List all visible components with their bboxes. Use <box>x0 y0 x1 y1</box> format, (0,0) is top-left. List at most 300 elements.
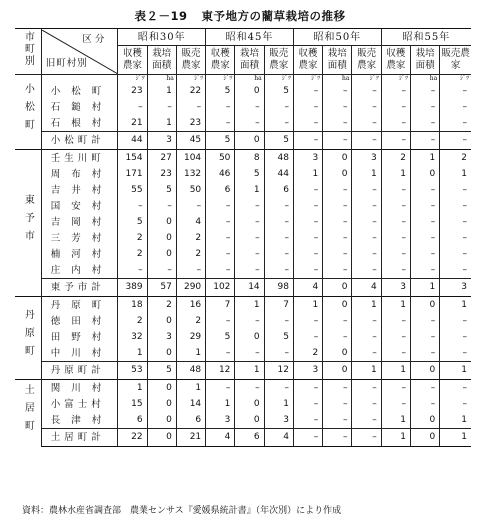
value-cell: – <box>293 262 322 279</box>
value-cell: – <box>381 99 410 115</box>
value-cell: – <box>293 246 322 262</box>
value-cell: 27 <box>147 150 176 167</box>
value-cell: – <box>118 262 147 279</box>
village-name: 中 川 村 <box>41 345 118 362</box>
table-row <box>15 262 471 279</box>
region-label: 丹原町 <box>22 308 34 363</box>
table-row <box>15 182 471 198</box>
value-cell: 2 <box>147 297 176 314</box>
table-row <box>15 198 471 214</box>
value-cell: – <box>235 345 264 362</box>
value-cell: – <box>147 198 176 214</box>
value-cell: 4 <box>293 279 322 297</box>
column-header: 販売農家 <box>352 46 381 75</box>
value-cell: – <box>410 313 439 329</box>
value-cell: – <box>264 345 293 362</box>
value-cell: – <box>410 345 439 362</box>
value-cell: 2 <box>440 150 471 167</box>
value-cell: 1 <box>293 166 322 182</box>
value-cell: – <box>323 329 352 345</box>
value-cell: 50 <box>206 150 235 167</box>
value-cell: 0 <box>410 412 439 429</box>
value-cell: – <box>323 412 352 429</box>
value-cell: 7 <box>264 297 293 314</box>
value-cell: 6 <box>118 412 147 429</box>
value-cell: – <box>147 262 176 279</box>
unit-label: ｼﾞﾂ <box>352 75 381 84</box>
era-header: 昭和30年 <box>118 29 206 46</box>
value-cell: 1 <box>118 345 147 362</box>
value-cell: – <box>381 132 410 150</box>
value-cell: 3 <box>147 132 176 150</box>
value-cell: 23 <box>176 115 205 132</box>
value-cell: 23 <box>147 166 176 182</box>
value-cell: – <box>440 329 471 345</box>
column-header: 販売農家 <box>176 46 205 75</box>
value-cell: – <box>293 198 322 214</box>
value-cell: 1 <box>176 380 205 397</box>
value-cell: 1 <box>352 166 381 182</box>
value-cell: – <box>264 262 293 279</box>
value-cell: 290 <box>176 279 205 297</box>
value-cell: – <box>440 132 471 150</box>
value-cell: 0 <box>235 412 264 429</box>
value-cell: 0 <box>147 246 176 262</box>
value-cell: – <box>293 429 322 447</box>
table-row <box>15 83 471 99</box>
value-cell: – <box>118 99 147 115</box>
village-name: 国 安 村 <box>41 198 118 214</box>
value-cell: – <box>440 214 471 230</box>
value-cell: – <box>352 198 381 214</box>
value-cell: 0 <box>235 83 264 99</box>
value-cell: 46 <box>206 166 235 182</box>
era-header: 昭和50年 <box>293 29 381 46</box>
value-cell: 0 <box>147 396 176 412</box>
table-row <box>15 412 471 429</box>
column-header: 販売農家 <box>264 46 293 75</box>
value-cell: 5 <box>206 329 235 345</box>
value-cell: 4 <box>352 279 381 297</box>
kubun-label: 区分 <box>82 33 108 45</box>
value-cell: 48 <box>176 362 205 380</box>
value-cell: 0 <box>235 132 264 150</box>
unit-label: ha <box>147 75 176 84</box>
region-label: 土居町 <box>22 383 34 438</box>
total-row <box>15 362 471 380</box>
value-cell: – <box>440 198 471 214</box>
value-cell: 3 <box>206 412 235 429</box>
value-cell: – <box>440 182 471 198</box>
value-cell: – <box>381 198 410 214</box>
value-cell: 3 <box>147 329 176 345</box>
value-cell: 14 <box>235 279 264 297</box>
village-name: 小 松 町 <box>41 83 118 99</box>
value-cell: 48 <box>264 150 293 167</box>
value-cell: 0 <box>410 429 439 447</box>
value-cell: – <box>235 99 264 115</box>
value-cell: 0 <box>323 297 352 314</box>
value-cell: – <box>176 262 205 279</box>
value-cell: – <box>410 182 439 198</box>
value-cell: 5 <box>235 166 264 182</box>
unit-label: ｼﾞﾂ <box>440 75 471 84</box>
column-header: 収穫農家 <box>293 46 322 75</box>
value-cell: 0 <box>323 345 352 362</box>
table-title <box>0 8 480 24</box>
value-cell: – <box>440 99 471 115</box>
value-cell: 0 <box>147 345 176 362</box>
table-row <box>15 99 471 115</box>
value-cell: – <box>440 262 471 279</box>
table-row <box>15 214 471 230</box>
value-cell: – <box>323 246 352 262</box>
value-cell: 18 <box>118 297 147 314</box>
value-cell: – <box>118 198 147 214</box>
value-cell: – <box>293 412 322 429</box>
unit-label: ｼﾞﾂ <box>381 75 410 84</box>
village-name: 三 芳 村 <box>41 230 118 246</box>
value-cell: 44 <box>118 132 147 150</box>
unit-label: ｼﾞﾂ <box>206 75 235 84</box>
value-cell: – <box>381 329 410 345</box>
value-cell: – <box>323 132 352 150</box>
village-name: 吉 岡 村 <box>41 214 118 230</box>
value-cell: 0 <box>147 412 176 429</box>
value-cell: 1 <box>352 297 381 314</box>
village-name: 田 野 村 <box>41 329 118 345</box>
table-row <box>15 115 471 132</box>
value-cell: – <box>352 262 381 279</box>
value-cell: – <box>352 132 381 150</box>
value-cell: 21 <box>176 429 205 447</box>
value-cell: 6 <box>264 182 293 198</box>
value-cell: – <box>323 83 352 99</box>
value-cell: – <box>381 345 410 362</box>
value-cell: – <box>206 230 235 246</box>
table-row <box>15 246 471 262</box>
value-cell: – <box>293 99 322 115</box>
table-row <box>15 150 471 167</box>
era-header: 昭和45年 <box>206 29 294 46</box>
value-cell: 6 <box>176 412 205 429</box>
value-cell: 1 <box>235 362 264 380</box>
value-cell: 1 <box>381 412 410 429</box>
value-cell: 3 <box>293 362 322 380</box>
value-cell: – <box>293 132 322 150</box>
value-cell: 1 <box>440 429 471 447</box>
value-cell: – <box>352 230 381 246</box>
value-cell: 22 <box>118 429 147 447</box>
value-cell: 16 <box>176 297 205 314</box>
value-cell: – <box>410 262 439 279</box>
value-cell: – <box>410 246 439 262</box>
value-cell: – <box>235 380 264 397</box>
value-cell: – <box>264 246 293 262</box>
value-cell: 2 <box>176 230 205 246</box>
value-cell: – <box>323 313 352 329</box>
value-cell: 12 <box>206 362 235 380</box>
total-name: 東予市計 <box>41 279 118 297</box>
column-header: 収穫農家 <box>118 46 147 75</box>
unit-label: ha <box>323 75 352 84</box>
value-cell: 0 <box>323 150 352 167</box>
total-row <box>15 279 471 297</box>
village-name: 小富士村 <box>41 396 118 412</box>
value-cell: – <box>440 396 471 412</box>
value-cell: 5 <box>264 83 293 99</box>
value-cell: 0 <box>147 380 176 397</box>
value-cell: 1 <box>235 182 264 198</box>
value-cell: 2 <box>118 313 147 329</box>
value-cell: 4 <box>206 429 235 447</box>
value-cell: – <box>352 99 381 115</box>
value-cell: 1 <box>410 150 439 167</box>
value-cell: – <box>352 396 381 412</box>
value-cell: 29 <box>176 329 205 345</box>
value-cell: – <box>323 396 352 412</box>
value-cell: 12 <box>264 362 293 380</box>
value-cell: – <box>352 214 381 230</box>
value-cell: – <box>235 115 264 132</box>
value-cell: 1 <box>264 396 293 412</box>
value-cell: – <box>293 313 322 329</box>
value-cell: – <box>352 115 381 132</box>
value-cell: 2 <box>118 246 147 262</box>
value-cell: 154 <box>118 150 147 167</box>
region-cell <box>15 150 41 297</box>
value-cell: 102 <box>206 279 235 297</box>
value-cell: – <box>381 182 410 198</box>
column-header: 収穫農家 <box>381 46 410 75</box>
value-cell: – <box>206 115 235 132</box>
region-label: 小松町 <box>22 82 34 137</box>
value-cell: 5 <box>147 362 176 380</box>
value-cell: – <box>410 132 439 150</box>
value-cell: 44 <box>264 166 293 182</box>
value-cell: – <box>323 99 352 115</box>
value-cell: 0 <box>235 329 264 345</box>
value-cell: 50 <box>176 182 205 198</box>
value-cell: 1 <box>206 396 235 412</box>
value-cell: 4 <box>264 429 293 447</box>
unit-label: ｼﾞﾂ <box>176 75 205 84</box>
value-cell: – <box>264 313 293 329</box>
value-cell: – <box>381 83 410 99</box>
value-cell: – <box>206 262 235 279</box>
value-cell: 2 <box>381 150 410 167</box>
units-row <box>15 75 471 84</box>
value-cell: 2 <box>176 313 205 329</box>
value-cell: – <box>352 182 381 198</box>
table-number: 表２－19 <box>134 9 188 23</box>
village-name: 吉 井 村 <box>41 182 118 198</box>
value-cell: 3 <box>381 279 410 297</box>
header-diagonal-cell <box>41 29 118 75</box>
value-cell: 0 <box>323 279 352 297</box>
region-cell <box>15 75 41 150</box>
village-name: 徳 田 村 <box>41 313 118 329</box>
value-cell: – <box>352 246 381 262</box>
value-cell: 0 <box>147 230 176 246</box>
value-cell: 1 <box>147 83 176 99</box>
value-cell: – <box>206 198 235 214</box>
unit-label: ｼﾞﾂ <box>293 75 322 84</box>
value-cell: – <box>323 115 352 132</box>
value-cell: 15 <box>118 396 147 412</box>
value-cell: – <box>235 214 264 230</box>
value-cell: 45 <box>176 132 205 150</box>
table-row <box>15 230 471 246</box>
value-cell: 0 <box>147 214 176 230</box>
value-cell: 0 <box>323 362 352 380</box>
value-cell: 0 <box>147 429 176 447</box>
village-name: 石 鎚 村 <box>41 99 118 115</box>
value-cell: 0 <box>323 166 352 182</box>
value-cell: 5 <box>264 132 293 150</box>
value-cell: – <box>352 429 381 447</box>
value-cell: – <box>410 329 439 345</box>
value-cell: 1 <box>352 362 381 380</box>
value-cell: – <box>440 115 471 132</box>
value-cell: 0 <box>147 313 176 329</box>
total-name: 丹原町計 <box>41 362 118 380</box>
value-cell: – <box>235 246 264 262</box>
value-cell: – <box>235 198 264 214</box>
value-cell: – <box>264 230 293 246</box>
value-cell: 3 <box>264 412 293 429</box>
value-cell: – <box>264 99 293 115</box>
value-cell: – <box>381 214 410 230</box>
value-cell: 5 <box>118 214 147 230</box>
value-cell: 5 <box>206 132 235 150</box>
table-row <box>15 345 471 362</box>
value-cell: 23 <box>118 83 147 99</box>
value-cell: – <box>323 198 352 214</box>
value-cell: 1 <box>440 297 471 314</box>
village-name: 丹 原 町 <box>41 297 118 314</box>
value-cell: 53 <box>118 362 147 380</box>
value-cell: – <box>206 345 235 362</box>
value-cell: – <box>293 380 322 397</box>
value-cell: – <box>440 345 471 362</box>
value-cell: 389 <box>118 279 147 297</box>
region-cell <box>15 380 41 447</box>
value-cell: 3 <box>352 150 381 167</box>
unit-label: ｼﾞﾂ <box>118 75 147 84</box>
value-cell: 55 <box>118 182 147 198</box>
value-cell: 1 <box>235 297 264 314</box>
value-cell: – <box>323 262 352 279</box>
value-cell: 57 <box>147 279 176 297</box>
region-label: 東予市 <box>22 193 34 248</box>
value-cell: – <box>410 83 439 99</box>
value-cell: – <box>323 214 352 230</box>
value-cell: – <box>410 380 439 397</box>
value-cell: 21 <box>118 115 147 132</box>
value-cell: – <box>293 230 322 246</box>
column-header: 栽培面積 <box>323 46 352 75</box>
value-cell: – <box>206 313 235 329</box>
unit-label: ｼﾞﾂ <box>264 75 293 84</box>
table-title-text: 東予地方の藺草栽培の推移 <box>201 9 346 23</box>
value-cell: 14 <box>176 396 205 412</box>
value-cell: – <box>440 246 471 262</box>
value-cell: 4 <box>176 214 205 230</box>
value-cell: 1 <box>381 297 410 314</box>
unit-label: ha <box>410 75 439 84</box>
village-name: 壬生川町 <box>41 150 118 167</box>
value-cell: 0 <box>410 166 439 182</box>
value-cell: 1 <box>410 279 439 297</box>
value-cell: 0 <box>235 396 264 412</box>
value-cell: – <box>293 83 322 99</box>
value-cell: – <box>440 83 471 99</box>
village-name: 周 布 村 <box>41 166 118 182</box>
value-cell: 1 <box>381 429 410 447</box>
value-cell: – <box>147 99 176 115</box>
value-cell: – <box>381 396 410 412</box>
unit-label: ha <box>235 75 264 84</box>
value-cell: – <box>323 380 352 397</box>
column-header: 収穫農家 <box>206 46 235 75</box>
value-cell: – <box>440 313 471 329</box>
value-cell: 1 <box>147 115 176 132</box>
value-cell: – <box>323 230 352 246</box>
value-cell: 6 <box>235 429 264 447</box>
value-cell: – <box>293 214 322 230</box>
value-cell: – <box>381 380 410 397</box>
value-cell: – <box>381 246 410 262</box>
value-cell: – <box>381 115 410 132</box>
value-cell: – <box>206 380 235 397</box>
cultivation-table <box>15 28 471 447</box>
era-header: 昭和55年 <box>381 29 471 46</box>
total-row <box>15 429 471 447</box>
value-cell: – <box>410 214 439 230</box>
column-header: 栽培面積 <box>235 46 264 75</box>
value-cell: – <box>206 214 235 230</box>
region-cell <box>15 297 41 380</box>
column-header: 栽培面積 <box>410 46 439 75</box>
value-cell: – <box>293 115 322 132</box>
value-cell: – <box>176 198 205 214</box>
value-cell: 6 <box>206 182 235 198</box>
total-row <box>15 132 471 150</box>
value-cell: – <box>293 329 322 345</box>
value-cell: 32 <box>118 329 147 345</box>
value-cell: – <box>293 396 322 412</box>
value-cell: 5 <box>264 329 293 345</box>
column-header: 販売農家 <box>440 46 471 75</box>
value-cell: – <box>381 262 410 279</box>
table-row <box>15 329 471 345</box>
value-cell: – <box>264 380 293 397</box>
value-cell: – <box>410 115 439 132</box>
value-cell: – <box>206 246 235 262</box>
value-cell: – <box>176 99 205 115</box>
table-row <box>15 313 471 329</box>
value-cell: 171 <box>118 166 147 182</box>
value-cell: 0 <box>410 362 439 380</box>
value-cell: 2 <box>293 345 322 362</box>
value-cell: 7 <box>206 297 235 314</box>
village-name: 関 川 村 <box>41 380 118 397</box>
value-cell: 1 <box>381 362 410 380</box>
value-cell: – <box>352 380 381 397</box>
value-cell: 1 <box>440 412 471 429</box>
value-cell: – <box>352 345 381 362</box>
